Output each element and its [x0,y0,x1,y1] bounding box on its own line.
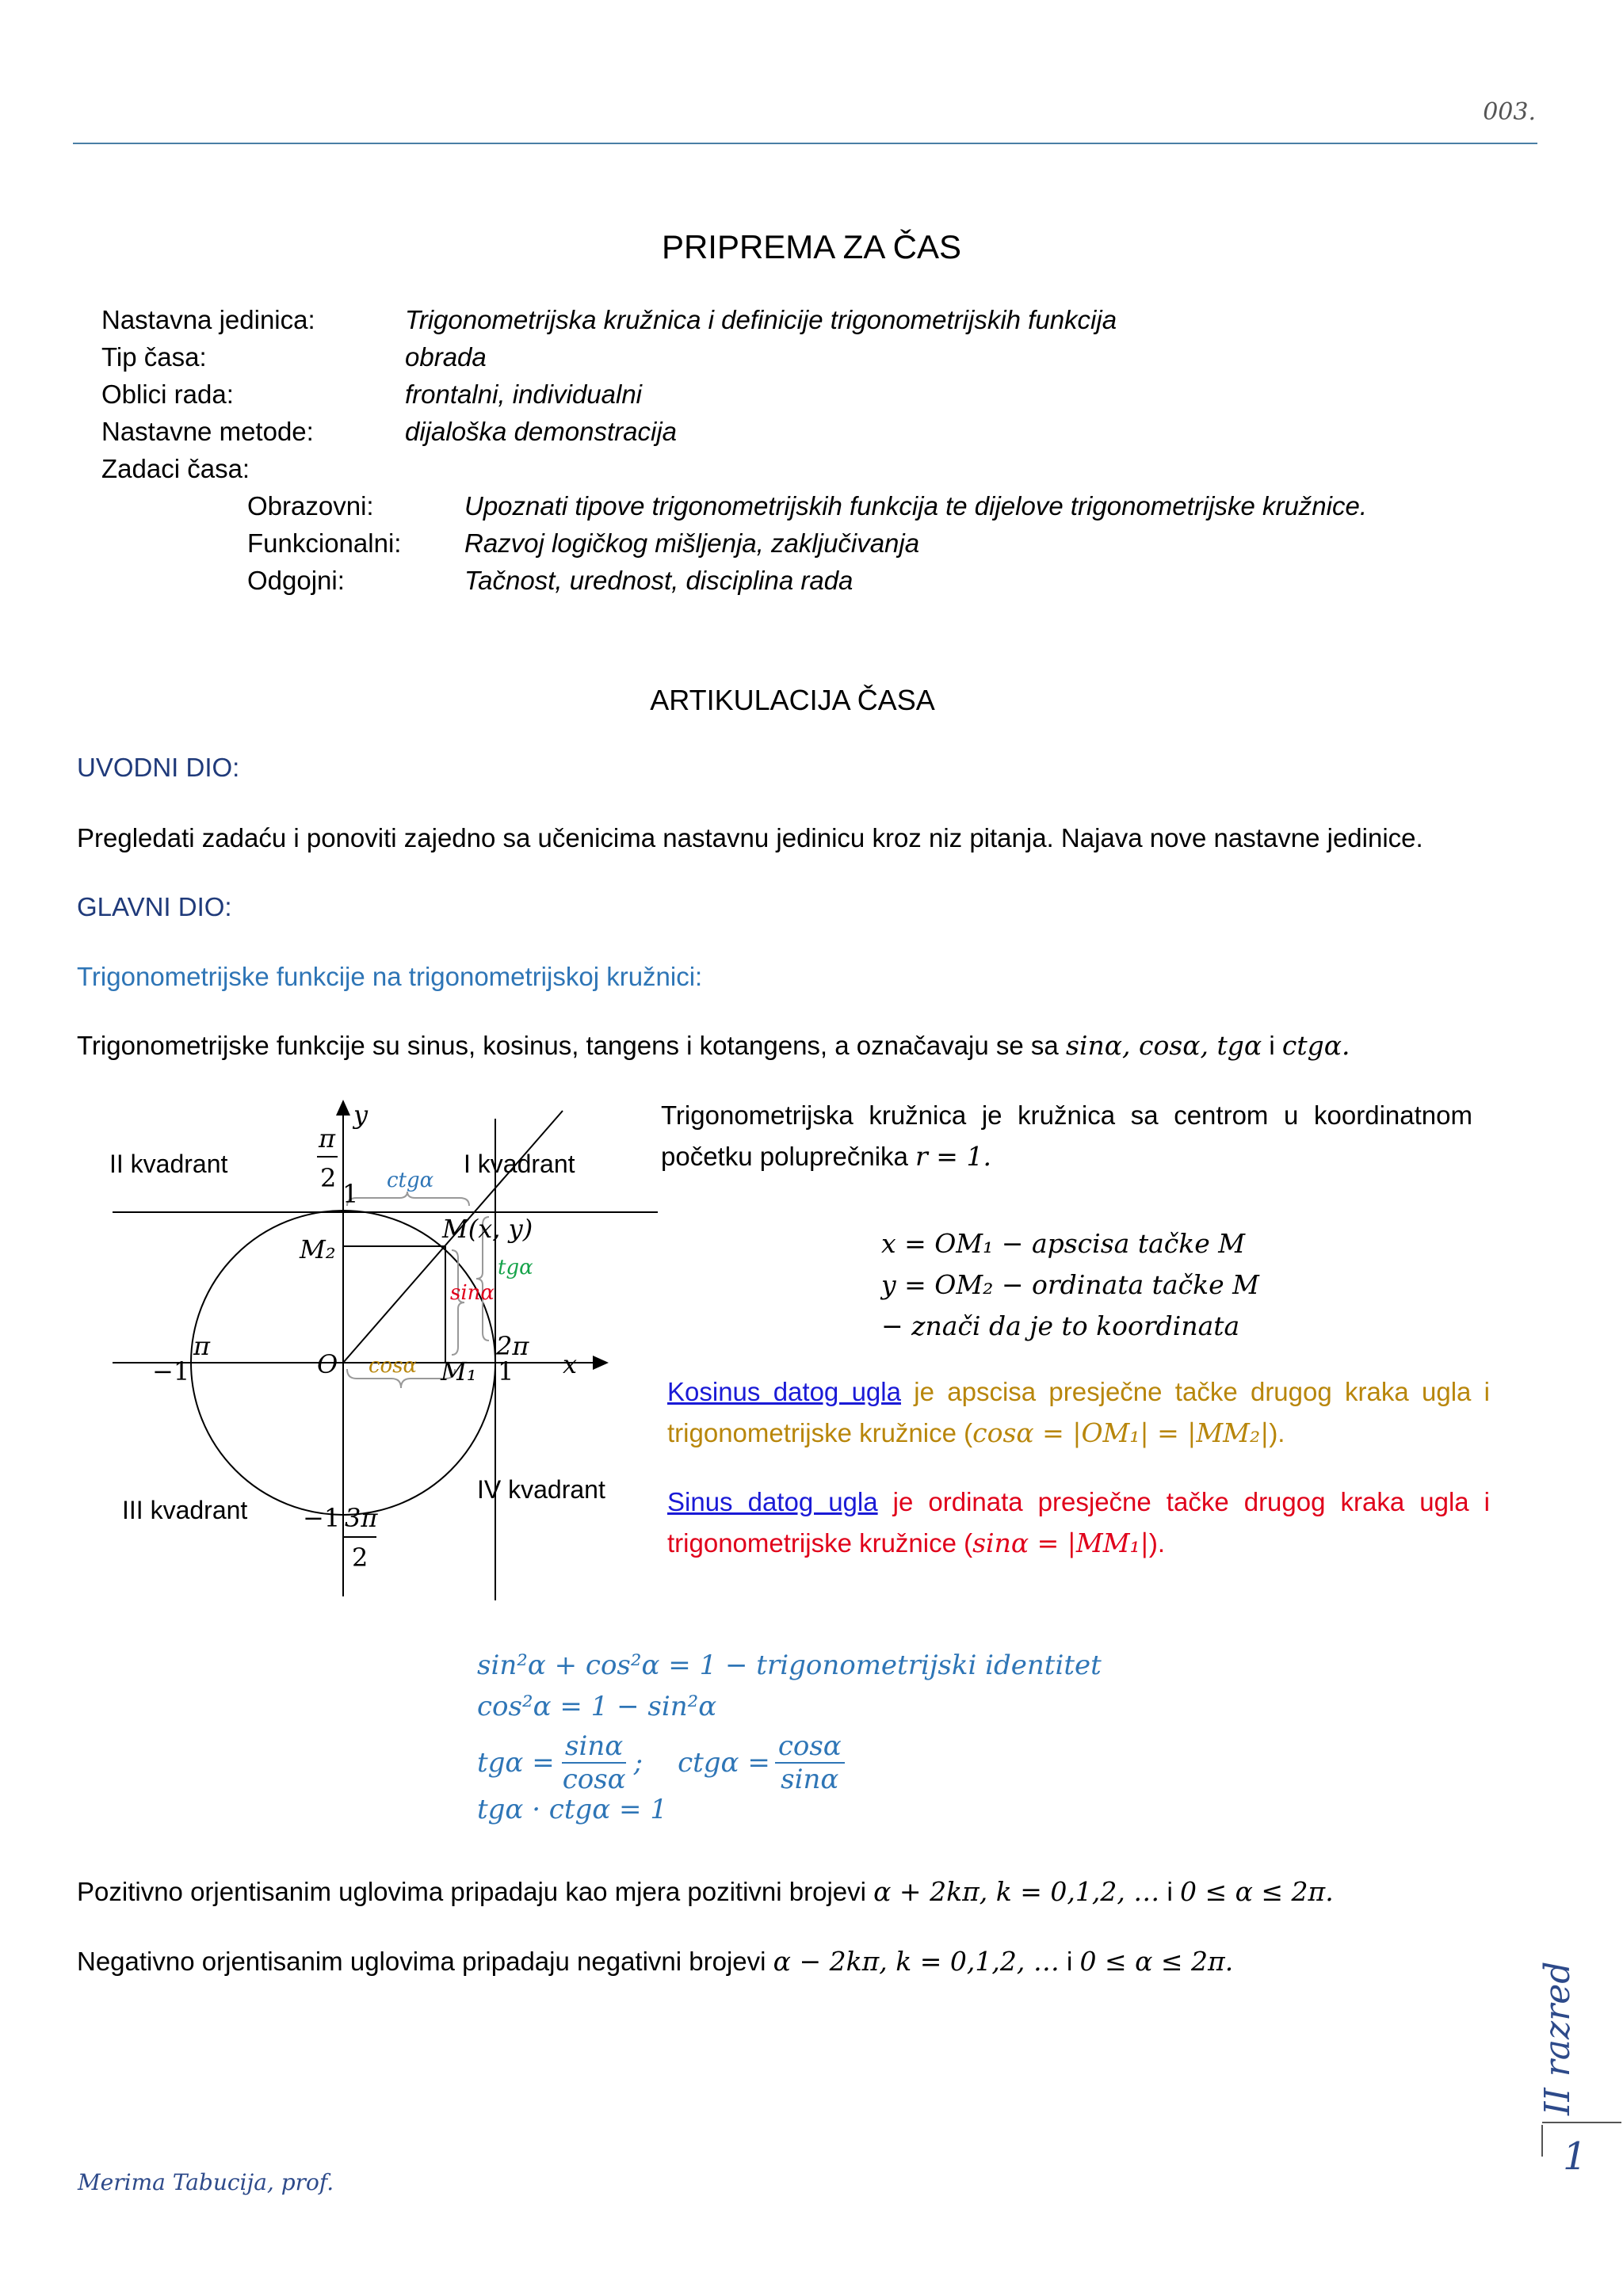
info-label: Oblici rada: [101,379,234,409]
circle-def-line-a: Trigonometrijska kružnica je kružnica sa centrom u koordinatnom [661,1100,1472,1130]
sine-link[interactable]: Sinus datog ugla [667,1487,878,1516]
task-label: Odgojni: [247,566,345,595]
fraction-separator: ; [633,1747,643,1779]
two-pi-label: 2π [496,1331,529,1361]
tg-def-label: tgα = [477,1747,555,1779]
identity-line-3 [477,1732,1102,1794]
ctg-numerator: cosα [775,1730,845,1764]
info-label: Nastavna jedinica: [101,305,315,334]
positive-math-1: α + 2kπ, k = 0,1,2, … [873,1876,1160,1907]
footer-vertical-rule [1541,2125,1543,2157]
minus-one-left-label: −1 [152,1356,190,1386]
tg-label: tgα [498,1256,533,1280]
info-label: Nastavne metode: [101,417,314,446]
identities-block [477,1650,1102,1835]
ctg-label: ctgα [387,1169,434,1192]
three-pi-half-den: 2 [352,1543,369,1573]
intro-text: Pregledati zadaću i ponoviti zajedno sa učenicima nastavnu jedinicu kroz niz pitanja. Najava nove nastavne jedinice. [77,823,1423,852]
positive-text: Pozitivno orjentisanim uglovima pripadaju kao mjera pozitivni brojevi [77,1877,866,1906]
cos-def-close: ). [1269,1417,1285,1447]
sin-def-text-b: trigonometrijske kružnice ( [667,1527,973,1558]
point-m-label: M(x, y) [442,1214,533,1244]
identity-line-2: cos²α = 1 − sin²α [477,1691,717,1722]
m2-label: M₂ [300,1234,336,1264]
pi-half-num: π [319,1123,336,1154]
x-coordinate-line: x = OM₁ − apscisa tačke M [881,1228,1246,1259]
cosine-definition [667,1376,1490,1448]
cosine-link[interactable]: Kosinus datog ugla [667,1377,901,1406]
functions-sentence [77,1030,1350,1062]
quadrant-2-label: II kvadrant [109,1150,228,1178]
sin-def-text-a: je ordinata presječne tačke drugog kraka ugla i [892,1487,1490,1516]
cos-def-math: cosα = |OM₁| = |MM₂| [972,1417,1270,1448]
negative-sentence [77,1946,1233,1978]
one-right-label: 1 [498,1356,514,1386]
quadrant-3-label: III kvadrant [122,1496,248,1524]
circle-definition [661,1100,1472,1172]
cos-label: cosα [369,1354,418,1378]
positive-and: i [1167,1877,1173,1906]
info-row [101,304,315,336]
three-pi-half-num: 3π [345,1503,378,1533]
page-number: 1 [1563,2134,1587,2179]
negative-math-2: 0 ≤ α ≤ 2π. [1079,1946,1234,1977]
grade-label: II razred [1537,1961,1578,2115]
ctg-def-label: ctgα = [678,1747,770,1779]
tg-fraction [559,1730,629,1795]
functions-text: Trigonometrijske funkcije su sinus, kosinus, tangens i kotangens, a označavaju se sa [77,1031,1059,1060]
functions-last: ctgα. [1281,1030,1350,1061]
cos-def-text-a: je apscisa presječne tačke drugog kraka ugla i [914,1377,1491,1406]
pi-label: π [193,1331,211,1361]
negative-text: Negativno orjentisanim uglovima pripadaju negativni brojevi [77,1947,766,1976]
header-rule [73,143,1537,144]
info-value: dijaloška demonstracija [405,417,678,446]
author-signature: Merima Tabucija, prof. [78,2169,334,2195]
sine-definition [667,1486,1490,1558]
negative-math-1: α − 2kπ, k = 0,1,2, … [773,1946,1060,1977]
task-label: Funkcionalni: [247,528,402,558]
cos-def-text-b: trigonometrijske kružnice ( [667,1417,973,1447]
circle-def-math: r = 1. [915,1140,991,1172]
task-value: Tačnost, urednost, disciplina rada [464,566,854,595]
circle-def-text-b: početku poluprečnika [661,1141,908,1171]
cos-def-line-a [667,1376,1490,1408]
identity-line-4: tgα · ctgα = 1 [477,1794,667,1825]
quadrant-4-label: IV kvadrant [477,1475,605,1504]
sin-def-close: ). [1148,1527,1165,1558]
task-label: Obrazovni: [247,491,374,521]
intro-heading: UVODNI DIO: [77,753,240,782]
positive-math-2: 0 ≤ α ≤ 2π. [1180,1876,1334,1907]
pi-half-den: 2 [320,1163,337,1193]
info-label: Zadaci časa: [101,454,250,483]
task-value: Upoznati tipove trigonometrijskih funkcija te dijelove trigonometrijske kružnice. [464,491,1368,521]
functions-math: sinα, cosα, tgα [1065,1030,1262,1061]
ctg-fraction [775,1730,845,1795]
main-heading: GLAVNI DIO: [77,892,232,921]
x-axis-arrow [593,1356,609,1370]
info-value: Trigonometrijska kružnica i definicije trigonometrijskih funkcija [405,305,1117,334]
m1-label: M₁ [441,1356,477,1386]
y-coordinate-line: y = OM₂ − ordinata tačke M [881,1269,1259,1300]
y-axis-arrow [336,1100,350,1116]
sin-label: sinα [450,1281,495,1305]
sin-def-math: sinα = |MM₁| [972,1527,1149,1558]
info-value: frontalni, individualni [405,379,643,409]
minus-one-bottom-label: −1 [303,1503,341,1533]
info-label: Tip časa: [101,342,207,372]
main-subheading: Trigonometrijske funkcije na trigonometrijskoj kružnici: [77,962,703,991]
origin-label: O [317,1349,338,1379]
task-value: Razvoj logičkog mišljenja, zaključivanja [464,528,920,558]
circle-def-line-b [661,1141,1472,1173]
negative-and: i [1067,1947,1073,1976]
y-axis-label: y [353,1100,369,1130]
positive-sentence [77,1876,1334,1908]
ctg-brace [347,1192,469,1206]
coordinate-note: − znači da je to koordinata [881,1310,1240,1341]
unit-circle-diagram [95,1085,666,1600]
tg-denominator: cosα [562,1764,626,1795]
tg-numerator: sinα [562,1730,626,1764]
functions-and: i [1269,1031,1275,1060]
identity-line-1: sin²α + cos²α = 1 − trigonometrijski identitet [477,1650,1102,1681]
info-value: obrada [405,342,487,372]
articulation-title: ARTIKULACIJA ČASA [650,684,935,716]
sin-def-line-a [667,1486,1490,1518]
coordinate-lines [881,1223,1259,1347]
page-code: 003. [1483,98,1536,126]
quadrant-1-label: I kvadrant [464,1150,575,1178]
ctg-denominator: sinα [781,1764,839,1795]
x-axis-label: x [563,1349,578,1379]
page-title: PRIPREMA ZA ČAS [661,228,962,265]
cos-def-line-b [667,1417,1490,1449]
one-top-label: 1 [342,1179,359,1209]
footer-divider [1542,2122,1621,2123]
sin-def-line-b [667,1527,1490,1559]
